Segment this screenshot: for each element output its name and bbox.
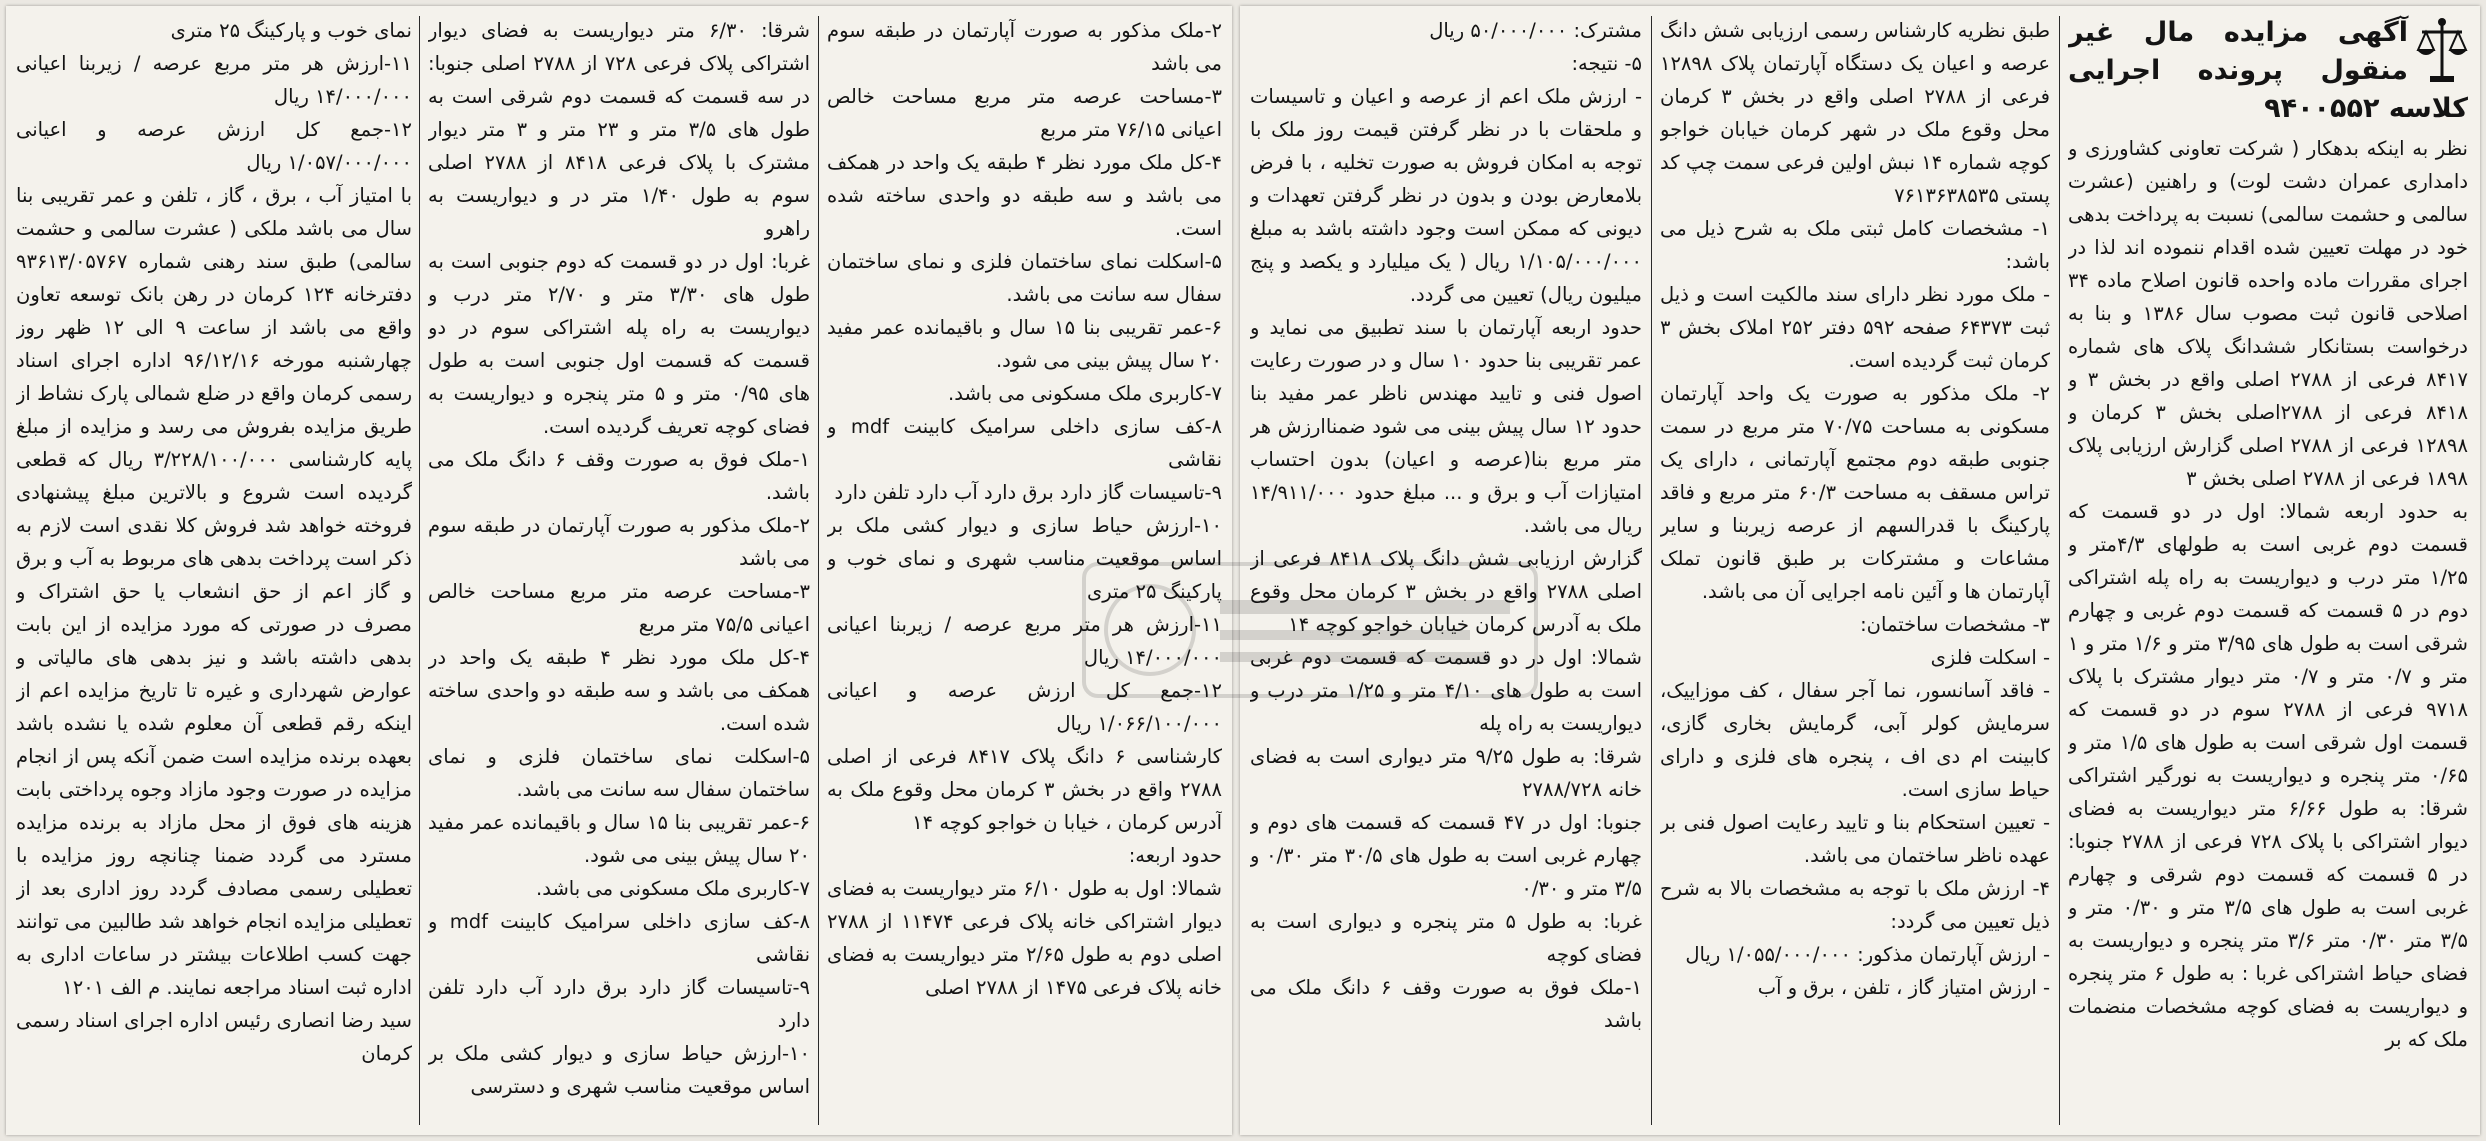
paragraph: ۳-مساحت عرصه متر مربع مساحت خالص اعیانی ۷۶/۱۵ متر مربع (827, 85, 1222, 141)
paragraph: طبق نظریه کارشناس رسمی ارزیابی شش دانگ عرصه و اعیان یک دستگاه آپارتمان پلاک ۱۲۸۹۸ فرعی از ۲۷۸۸ اصلی واقع در بخش ۳ کرمان محل وقوع ملک در شهر کرمان خیابان خواجو کوچه شماره ۱۴ نبش اولین فرعی سمت چپ کد پستی ۷۶۱۳۶۳۸۵۳۵ (1660, 19, 2050, 207)
paragraph: ۵-اسکلت نمای ساختمان فلزی و نمای ساختمان سفال سه سانت می باشد. (827, 250, 1222, 306)
paragraph: ۱۲-جمع کل ارزش عرصه و اعیانی ۱/۰۵۷/۰۰۰/۰۰۰ ریال (16, 118, 412, 174)
paragraph: ۱۲-جمع کل ارزش عرصه و اعیانی ۱/۰۶۶/۱۰۰/۰۰۰ ریال (827, 679, 1222, 735)
paragraph: گزارش ارزیابی شش دانگ پلاک ۸۴۱۸ فرعی از اصلی ۲۷۸۸ واقع در بخش ۳ کرمان محل وقوع ملک به آدرس کرمان خیابان خواجو کوچه ۱۴ (1250, 547, 1642, 636)
paragraph: ۳-مساحت عرصه متر مربع مساحت خالص اعیانی ۷۵/۵ متر مربع (428, 580, 810, 636)
paragraph: ۷-کاربری ملک مسکونی می باشد. (948, 382, 1222, 405)
paragraph: - ارزش امتیاز گاز ، تلفن ، برق و آب (1757, 976, 2050, 999)
paragraph: نمای خوب و پارکینگ ۲۵ متری (170, 19, 412, 42)
paragraph: ۷-کاربری ملک مسکونی می باشد. (536, 877, 810, 900)
paragraph: ۴-کل ملک مورد نظر ۴ طبقه یک واحد در همکف می باشد و سه طبقه دو واحدی ساخته شده است. (428, 646, 810, 735)
paragraph: ۵- نتیجه: (1571, 52, 1642, 75)
paragraph: ۱-ملک فوق به صورت وقف ۶ دانگ ملک می باشد (1250, 976, 1642, 1032)
paragraph: - تعیین استحکام بنا و تایید رعایت اصول فنی بر عهده ناظر ساختمان می باشد. (1660, 811, 2050, 867)
paragraph: ۹-تاسیسات گاز دارد برق دارد آب دارد تلفن دارد (428, 976, 810, 1032)
left-page-column-3 (16, 14, 412, 1127)
paragraph: - فاقد آسانسور، نما آجر سفال ، کف موزاییک، سرمایش کولر آبی، گرمایش بخاری گازی، کابینت ام دی اف ، پنجره های فلزی و دارای حیاط سازی است. (1660, 679, 2050, 801)
paragraph: ۱۱-ارزش هر متر مربع عرصه / زیربنا اعیانی ۱۴/۰۰۰/۰۰۰ ریال (827, 613, 1222, 669)
signature-line: سید رضا انصاری رئیس اداره اجرای اسناد رسمی کرمان (16, 1009, 412, 1065)
column-divider (818, 16, 820, 1125)
paragraph: ۲- ملک مذکور به صورت یک واحد آپارتمان مسکونی به مساحت ۷۰/۷۵ متر مربع در سمت جنوبی طبقه دوم مجتمع آپارتمانی ، دارای یک تراس مسقف به مساحت ۶۰/۳ متر مربع و فاقد پارکینگ با قدرالسهم از عرصه زیربنا و سایر مشاعات و مشترکات بر طبق قانون تملک آپارتمان ها و آئین نامه اجرایی آن می باشد. (1660, 382, 2050, 603)
paragraph: - اسکلت فلزی (1930, 646, 2050, 669)
paragraph: ۵-اسکلت نمای ساختمان فلزی و نمای ساختمان سفال سه سانت می باشد. (428, 745, 810, 801)
paragraph: مشترک: ۵۰/۰۰۰/۰۰۰ ریال (1429, 19, 1642, 42)
right-page-column-2 (1660, 14, 2050, 1127)
paragraph: حدود اربعه: (1128, 844, 1222, 867)
ad-headline: آگهی مزایده مال غیر منقول پرونده اجرایی کلاسه ۹۴۰۰۵۵۲ (2068, 17, 2468, 124)
paragraph: ۸-کف سازی داخلی سرامیک کابینت mdf و نقاشی (827, 415, 1222, 471)
paragraph: غربا: به طول ۵ متر پنجره و دیواری است به فضای کوچه (1250, 910, 1642, 966)
paragraph: ۴-کل ملک مورد نظر ۴ طبقه یک واحد در همکف می باشد و سه طبقه دو واحدی ساخته شده است. (827, 151, 1222, 240)
paragraph: شمالا: اول در دو قسمت که قسمت دوم غربی است به طول های ۴/۱۰ متر و ۱/۲۵ متر درب و دیواریست به راه پله (1250, 646, 1642, 735)
column-divider (2059, 16, 2061, 1125)
paragraph: شمالا: اول به طول ۶/۱۰ متر دیواریست به فضای دیوار اشتراکی خانه پلاک فرعی ۱۱۴۷۴ از ۲۷۸۸ اصلی دوم به طول ۲/۶۵ متر دیواریست به فضای خانه پلاک فرعی ۱۴۷۵ از ۲۷۸۸ اصلی (827, 877, 1222, 999)
paragraph: با امتیاز آب ، برق ، گاز ، تلفن و عمر تقریبی بنا سال می باشد ملکی ( عشرت سالمی و حشمت سالمی) طبق سند رهنی شماره ۹۳۶۱۳/۰۵۷۶۷ دفترخانه ۱۲۴ کرمان در رهن بانک توسعه تعاون واقع می باشد از ساعت ۹ الی ۱۲ ظهر روز چهارشنبه مورخه ۹۶/۱۲/۱۶ اداره اجرای اسناد رسمی کرمان واقع در ضلع شمالی پارک نشاط از طریق مزایده بفروش می رسد و مزایده از مبلغ پایه کارشناسی ۳/۲۲۸/۱۰۰/۰۰۰ ریال که قطعی گردیده است شروع و بالاترین مبلغ پیشنهادی فروخته خواهد شد فروش کلا نقدی است لازم به ذکر است پرداخت بدهی های مربوط به آب و برق و گاز اعم از حق انشعاب یا حق اشتراک و مصرف در صورتی که مورد مزایده از این بابت بدهی داشته باشد و نیز بدهی های مالیاتی و عوارض شهرداری و غیره تا تاریخ مزایده اعم از اینکه رقم قطعی آن معلوم شده یا نشده باشد بعهده برنده مزایده است ضمن آنکه پس از انجام مزایده در صورت وجود مازاد وجوه پرداختی بابت هزینه های فوق از محل مازاد به برنده مزایده مسترد می گردد ضمنا چنانچه روز مزایده با تعطیلی رسمی مصادف گردد روز اداری بعد از تعطیلی مزایده انجام خواهد شد طالبین می توانند جهت کسب اطلاعات بیشتر در ساعات اداری به اداره ثبت اسناد مراجعه نمایند. م الف ۱۲۰۱ (16, 184, 412, 999)
paragraph: - ملک مورد نظر دارای سند مالکیت است و ذیل ثبت ۶۴۳۷۳ صفحه ۵۹۲ دفتر ۲۵۲ املاک بخش ۳ کرمان ثبت گردیده است. (1660, 283, 2050, 372)
right-page (1240, 6, 2480, 1135)
scales-of-justice-icon (2416, 16, 2468, 86)
paragraph: ۶-عمر تقریبی بنا ۱۵ سال و باقیمانده عمر مفید ۲۰ سال پیش بینی می شود. (827, 316, 1222, 372)
paragraph: شرقا: به طول ۹/۲۵ متر دیواری است به فضای خانه ۲۷۸۸/۷۲۸ (1250, 745, 1642, 801)
paragraph: ۱۰-ارزش حیاط سازی و دیوار کشی ملک بر اساس موقعیت مناسب شهری و نمای خوب و پارکینگ ۲۵ متری (827, 514, 1222, 603)
paragraph: ۹-تاسیسات گاز دارد برق دارد آب دارد تلفن دارد (834, 481, 1222, 504)
paragraph: شرقا: ۶/۳۰ متر دیواریست به فضای دیوار اشتراکی پلاک فرعی ۷۲۸ از ۲۷۸۸ اصلی جنوبا: در سه قسمت که قسمت دوم شرقی است به طول های ۳/۵ متر و ۲۳ متر و ۳ متر دیوار مشترک با پلاک فرعی ۸۴۱۸ از ۲۷۸۸ اصلی سوم به طول ۱/۴۰ متر در و دیواریست به راهرو (428, 19, 810, 240)
paragraph: ۴- ارزش ملک با توجه به مشخصات بالا به شرح ذیل تعیین می گردد: (1660, 877, 2050, 933)
right-page-column-3 (1250, 14, 1642, 1127)
paragraph: ۳- مشخصات ساختمان: (1860, 613, 2050, 636)
paragraph: کارشناسی ۶ دانگ پلاک ۸۴۱۷ فرعی از اصلی ۲۷۸۸ واقع در بخش ۳ کرمان محل وقوع ملک به آدرس کرمان ، خیابا ن خواجو کوچه ۱۴ (827, 745, 1222, 834)
paragraph: ۶-عمر تقریبی بنا ۱۵ سال و باقیمانده عمر مفید ۲۰ سال پیش بینی می شود. (428, 811, 810, 867)
paragraph: جنوبا: اول در ۴۷ قسمت که قسمت های دوم و چهارم غربی است به طول های ۳۰/۵ متر ۰/۳۰ و ۳/۵ متر و ۰/۳۰ (1250, 811, 1642, 900)
left-page-column-2 (428, 14, 810, 1127)
left-page-column-1 (827, 14, 1222, 1127)
paragraph: غربا: اول در دو قسمت که دوم جنوبی است به طول های ۳/۳۰ متر و ۲/۷۰ متر درب و دیواریست به راه پله اشتراکی سوم در دو قسمت که قسمت اول جنوبی است به طول های ۰/۹۵ متر و ۵ متر پنجره و دیواریست به فضای کوچه تعریف گردیده است. (428, 250, 810, 438)
paragraph: - ارزش ملک اعم از عرصه و اعیان و تاسیسات و ملحقات با در نظر گرفتن قیمت روز ملک با توجه به امکان فروش به صورت تخلیه ، با فرض بلامعارض بودن و بدون در نظر گرفتن تعهدات و دیونی که ممکن است وجود داشته باشد به مبلغ ۱/۱۰۵/۰۰۰/۰۰۰ ریال ( یک میلیارد و یکصد و پنج میلیون ریال) تعیین می گردد. (1250, 85, 1642, 306)
paragraph: ۲-ملک مذکور به صورت آپارتمان در طبقه سوم می باشد (428, 514, 810, 570)
paragraph: ۱۱-ارزش هر متر مربع عرصه / زیربنا اعیانی ۱۴/۰۰۰/۰۰۰ ریال (16, 52, 412, 108)
column-divider (419, 16, 421, 1125)
paragraph: - ارزش آپارتمان مذکور: ۱/۰۵۵/۰۰۰/۰۰۰ ریال (1685, 943, 2050, 966)
left-page (6, 6, 1232, 1135)
paragraph: ۸-کف سازی داخلی سرامیک کابینت mdf و نقاشی (428, 910, 810, 966)
paragraph: ۱۰-ارزش حیاط سازی و دیوار کشی ملک بر اساس موقعیت مناسب شهری و دسترسی (428, 1042, 810, 1098)
column-divider (1651, 16, 1653, 1125)
paragraph: نظر به اینکه بدهکار ( شرکت تعاونی کشاورزی و دامداری عمران دشت لوت) و راهنین (عشرت سالمی و حشمت سالمی) نسبت به پرداخت بدهی خود در مهلت تعیین شده اقدام ننموده اند لذا در اجرای مقررات ماده واحده قانون اصلاح ماده ۳۴ اصلاحی قانون ثبت مصوب سال ۱۳۸۶ و بنا به درخواست بستانکار ششدانگ پلاک های شماره ۸۴۱۷ فرعی از ۲۷۸۸ اصلی واقع در بخش ۳ و ۸۴۱۸ فرعی از ۲۷۸۸اصلی بخش ۳ کرمان و ۱۲۸۹۸ فرعی از ۲۷۸۸ اصلی گزارش ارزیابی پلاک ۱۸۹۸ فرعی از ۲۷۸۸ اصلی بخش ۳ (2068, 137, 2468, 490)
paragraph: حدود اربعه آپارتمان با سند تطبیق می نماید و عمر تقریبی بنا حدود ۱۰ سال و در صورت رعایت اصول فنی و تایید مهندس ناظر عمر مفید بنا حدود ۱۲ سال پیش بینی می شود ضمناارزش هر متر مربع بنا(عرصه و اعیان) بدون احتساب امتیازات آب و برق و ... مبلغ حدود ۱۴/۹۱۱/۰۰۰ ریال می باشد. (1250, 316, 1642, 537)
paragraph: ۱-ملک فوق به صورت وقف ۶ دانگ ملک می باشد. (428, 448, 810, 504)
right-page-column-1 (2068, 14, 2468, 1127)
paragraph: به حدود اربعه شمالا: اول در دو قسمت که قسمت دوم غربی است به طولهای ۴/۳متر و ۱/۲۵ متر درب و دیواریست به راه پله اشتراکی دوم در ۵ قسمت که قسمت دوم غربی و چهارم شرقی است به طول های ۳/۹۵ متر و ۱/۶ متر و ۱ متر و ۰/۷ متر و ۰/۷ متر دیوار مشترک با پلاک ۹۷۱۸ فرعی از ۲۷۸۸ سوم در دو قسمت که قسمت اول شرقی است به طول های ۱/۵ متر و ۰/۶۵ متر پنجره و دیواریست به نورگیر اشتراکی شرقا: به طول ۶/۶۶ متر دیواریست به فضای دیوار اشتراکی با پلاک ۷۲۸ فرعی از ۲۷۸۸ جنوبا: در ۵ قسمت که قسمت دوم شرقی و چهارم غربی است به طول های ۳/۵ متر و ۰/۳۰ متر و ۳/۵ متر ۰/۳۰ متر ۳/۶ متر پنجره و دیواریست به فضای حیاط اشتراکی غربا : به طول ۶ متر پنجره و دیواریست به فضای کوچه مشخصات منضمات ملک که بر (2068, 500, 2468, 1051)
paragraph: ۲-ملک مذکور به صورت آپارتمان در طبقه سوم می باشد (827, 19, 1222, 75)
paragraph: ۱- مشخصات کامل ثبتی ملک به شرح ذیل می باشد: (1660, 217, 2050, 273)
